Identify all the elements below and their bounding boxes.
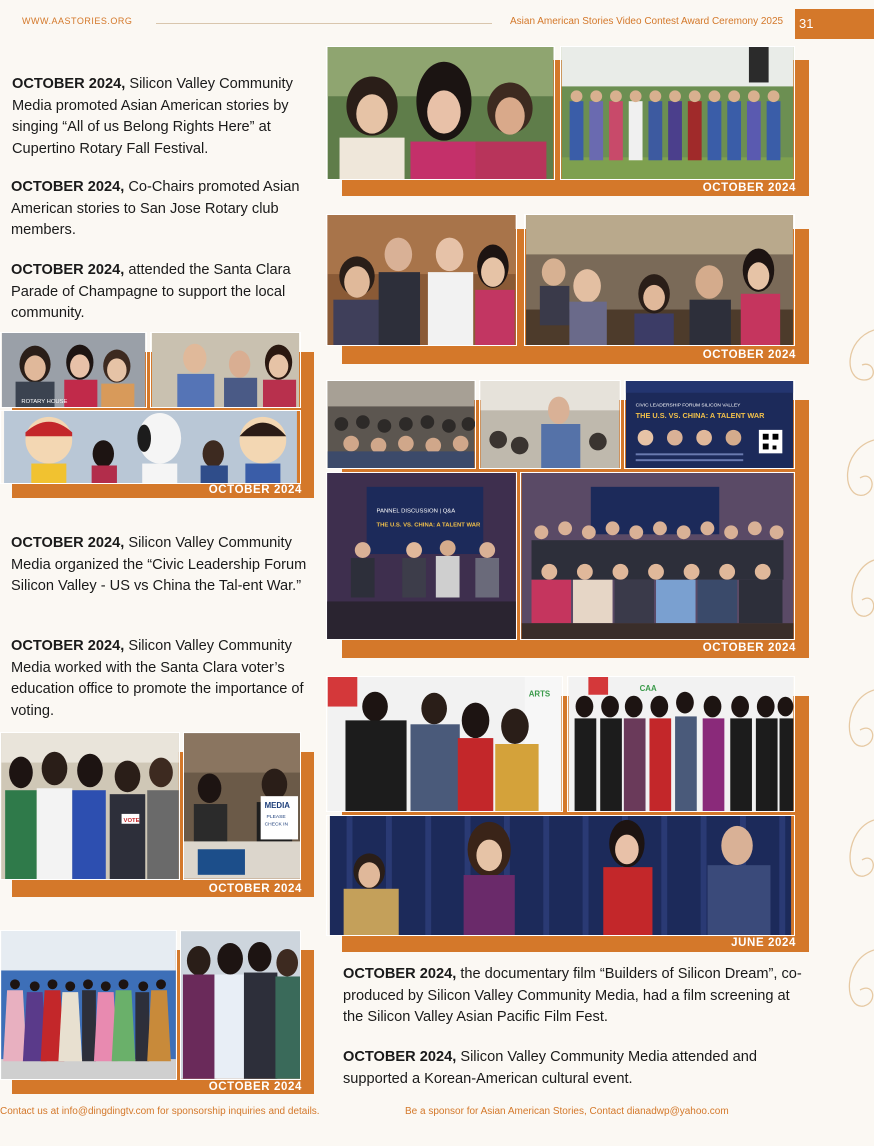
paragraph-san-jose-rotary — [11, 177, 311, 242]
publication-title: Asian American Stories Video Contest Award Ceremony 2025 — [510, 16, 784, 27]
header-divider — [156, 23, 492, 24]
media-sign-title: MEDIA — [264, 800, 290, 810]
caa-logo-text: CAA — [639, 683, 657, 693]
paragraph-date: OCTOBER 2024, — [343, 1049, 457, 1065]
paragraph-text: Silicon Valley Community Media promoted Asian American stories by singing “All of us Belong Rights Here” at Cupertino Rotary Fall Festival. — [12, 76, 293, 157]
photo-forum-panel-stage — [326, 472, 517, 640]
photo-forum-speaker — [479, 380, 621, 469]
photo-voting-women — [0, 732, 180, 880]
photo-korean-event-four-people — [180, 930, 301, 1080]
photo-caption: OCTOBER 2024 — [702, 182, 796, 194]
photo-rotary-luncheon — [524, 214, 795, 346]
paragraph-film-screening — [343, 964, 803, 1029]
paragraph-date: OCTOBER 2024, — [343, 966, 457, 982]
photo-rotary-four-people — [326, 214, 517, 346]
photo-caption: OCTOBER 2024 — [208, 1081, 302, 1093]
photo-forum-poster — [624, 380, 795, 469]
paragraph-date: OCTOBER 2024, — [11, 262, 125, 278]
paragraph-date: OCTOBER 2024, — [11, 638, 125, 654]
paragraph-korean-cultural-event — [343, 1047, 803, 1090]
photo-forum-audience — [326, 380, 476, 469]
photo-filmfest-panel — [326, 815, 795, 936]
photo-parade-women — [0, 332, 147, 408]
photo-caption: OCTOBER 2024 — [702, 642, 796, 654]
photo-forum-group — [520, 472, 795, 640]
photo-media-checkin — [183, 732, 301, 880]
photo-three-women — [326, 46, 555, 180]
paragraph-cupertino-rotary — [12, 74, 317, 160]
paragraph-voter-education — [11, 636, 316, 722]
paragraph-date: OCTOBER 2024, — [11, 179, 125, 195]
poster-org: CIVIC LEADERSHIP FORUM SILICON VALLEY — [635, 403, 741, 409]
media-sign-checkin: CHECK IN — [264, 822, 289, 828]
paragraph-text: Silicon Valley Community Media attended and supported a Korean-American cultural event. — [343, 1049, 757, 1087]
photo-caption: JUNE 2024 — [731, 937, 796, 949]
paragraph-date: OCTOBER 2024, — [12, 76, 126, 92]
stage-title: PANNEL DISCUSSION | Q&A — [376, 508, 456, 515]
photo-hanbok-group — [0, 930, 177, 1080]
photo-caption: OCTOBER 2024 — [702, 349, 796, 361]
photo-parade-three-people — [150, 332, 301, 408]
photo-caption: OCTOBER 2024 — [208, 484, 302, 496]
poster-headline: THE U.S. VS. CHINA: A TALENT WAR — [635, 411, 765, 421]
media-sign-please: PLEASE — [266, 814, 286, 820]
paragraph-text: Silicon Valley Community Media organized the “Civic Leadership Forum Silicon Valley - US vs China the Tal-ent War.” — [11, 535, 307, 594]
photo-filmfest-four-people — [326, 676, 563, 812]
page-number: 31 — [795, 9, 874, 39]
photo-peanuts-mascots — [0, 410, 301, 484]
vote-sign: VOTE — [123, 817, 140, 824]
footer-sponsor-contact: Be a sponsor for Asian American Stories, Contact dianadwp@yahoo.com — [405, 1106, 729, 1117]
shirt-text: ROTARY HOUSE — [21, 399, 68, 406]
stage-headline: THE U.S. VS. CHINA: A TALENT WAR — [376, 522, 481, 529]
paragraph-santa-clara-parade — [11, 260, 316, 325]
paragraph-civic-leadership-forum — [11, 533, 311, 598]
paragraph-text: Co-Chairs promoted Asian American stories to San Jose Rotary club members. — [11, 179, 300, 238]
photo-filmfest-group — [567, 676, 795, 812]
website-url: WWW.AASTORIES.ORG — [22, 16, 133, 26]
paragraph-text: Silicon Valley Community Media worked with the Santa Clara voter’s education office to promote the importance of voting. — [11, 638, 304, 719]
paragraph-text: attended the Santa Clara Parade of Champagne to support the local community. — [11, 262, 291, 321]
paragraph-text: the documentary film “Builders of Silicon Dream”, co-produced by Silicon Valley Community Media, had a film screening at the Silicon Valley Asian Pacific Film Fest. — [343, 966, 802, 1025]
footer-sponsorship-contact: Contact us at info@dingdingtv.com for sponsorship inquiries and details. — [0, 1106, 320, 1117]
photo-festival-group — [560, 46, 795, 180]
filmfest-logo-text: ARTS — [528, 689, 551, 699]
paragraph-date: OCTOBER 2024, — [11, 535, 125, 551]
decorative-swirl-pattern — [834, 320, 874, 1100]
photo-caption: OCTOBER 2024 — [208, 883, 302, 895]
